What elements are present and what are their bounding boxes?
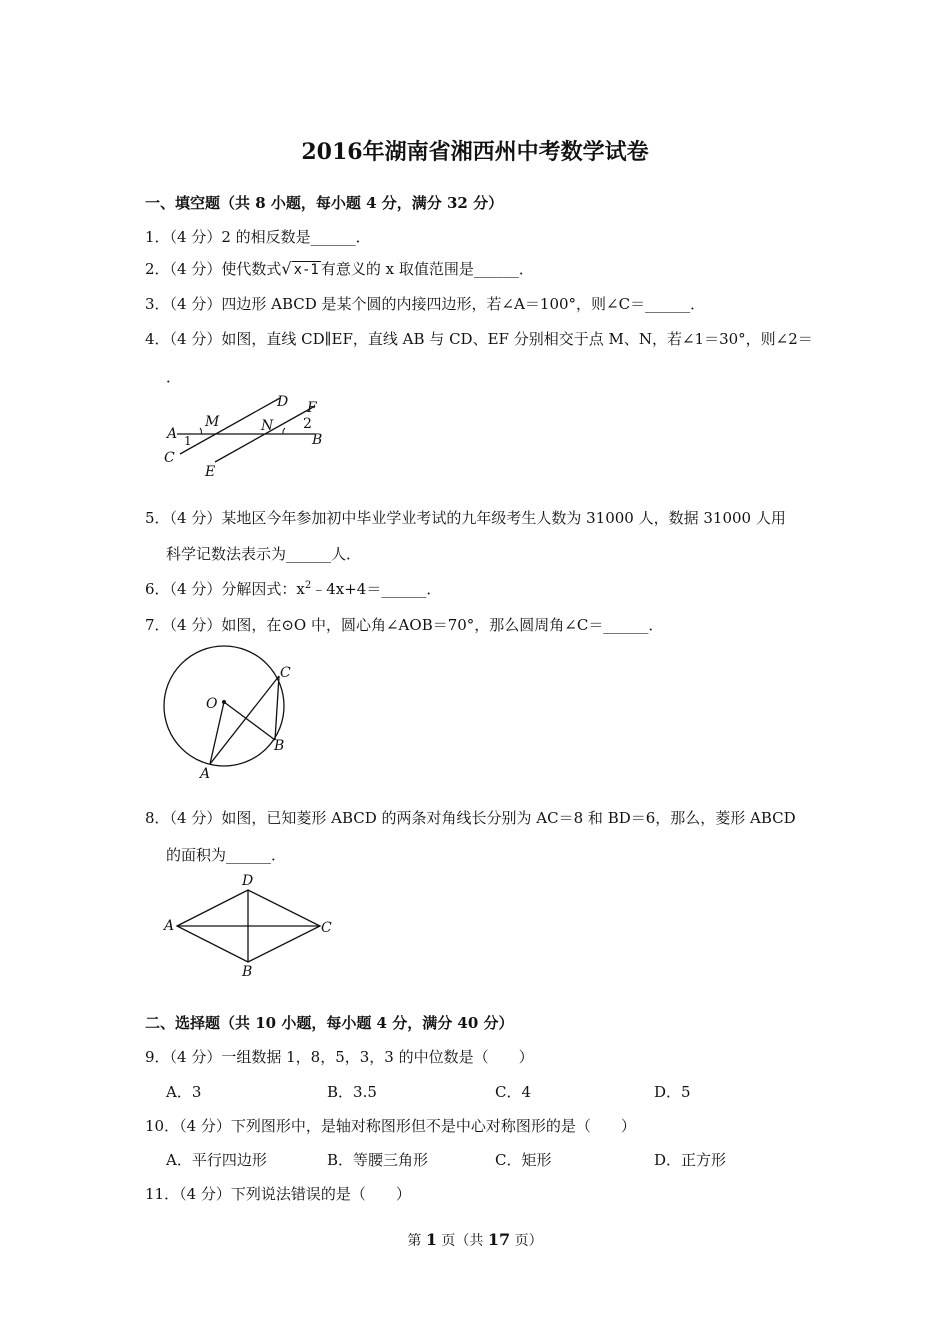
label-a: A <box>200 766 211 782</box>
label-a: A <box>167 426 178 442</box>
question-1: 1．（4 分）2 的相反数是______． <box>145 228 371 246</box>
label-2: 2 <box>303 416 312 432</box>
question-6 <box>145 578 441 599</box>
question-5-continued: 科学记数法表示为______人． <box>166 545 362 563</box>
question-9-option-c: C．4 <box>495 1083 532 1101</box>
sqrt-sign-icon: √ <box>281 259 292 278</box>
label-1: 1 <box>184 434 192 448</box>
question-2-text-a: 2．（4 分）使代数式 <box>145 260 282 278</box>
page-footer <box>0 1230 950 1250</box>
question-3: 3．（4 分）四边形 ABCD 是某个圆的内接四边形，若∠A＝100°，则∠C＝______． <box>145 295 706 313</box>
question-10-option-b: B．等腰三角形 <box>327 1151 429 1169</box>
question-8-continued: 的面积为______． <box>166 846 287 864</box>
question-2 <box>145 258 534 279</box>
label-b: B <box>274 738 285 754</box>
label-m: M <box>205 414 220 430</box>
question-6-text-a: 6．（4 分）分解因式：x <box>145 580 305 598</box>
question-6-exponent: 2 <box>304 580 312 591</box>
segment-ob <box>224 702 275 740</box>
label-c: C <box>280 665 291 681</box>
question-10-option-d: D．正方形 <box>654 1151 727 1169</box>
question-9-option-a: A．3 <box>166 1083 202 1101</box>
figure-q4-parallel-lines <box>155 388 335 480</box>
question-4: 4．（4 分）如图，直线 CD∥EF，直线 AB 与 CD、EF 分别相交于点 M、N，若∠1＝30°，则∠2＝ <box>145 330 813 348</box>
question-2-text-b: 有意义的 x 取值范围是______． <box>320 260 534 278</box>
label-c: C <box>164 450 175 466</box>
page-title: 2016年湖南省湘西州中考数学试卷 <box>301 139 649 165</box>
label-d: D <box>277 394 289 410</box>
label-f: F <box>307 400 317 416</box>
footer-prefix: 第 <box>407 1233 426 1249</box>
figure-q7-circle <box>150 640 310 788</box>
question-10: 10．（4 分）下列图形中，是轴对称图形但不是中心对称图形的是（ ） <box>145 1117 636 1135</box>
label-b: B <box>242 964 253 980</box>
question-5: 5．（4 分）某地区今年参加初中毕业学业考试的九年级考生人数为 31000 人，数据 31000 人用 <box>145 509 786 527</box>
question-9-option-b: B．3.5 <box>327 1083 377 1101</box>
question-11: 11．（4 分）下列说法错误的是（ ） <box>145 1185 411 1203</box>
label-e: E <box>205 464 216 480</box>
question-9-option-d: D．5 <box>654 1083 691 1101</box>
footer-page-number: 1 <box>425 1230 437 1249</box>
question-2-radicand: x-1 <box>293 262 319 278</box>
question-8: 8．（4 分）如图，已知菱形 ABCD 的两条对角线长分别为 AC＝8 和 BD＝6，那么，菱形 ABCD <box>145 809 796 827</box>
label-b: B <box>312 432 323 448</box>
question-6-text-b: ﹣4x+4＝______． <box>311 580 442 598</box>
question-10-option-c: C．矩形 <box>495 1151 552 1169</box>
circle-o <box>164 646 284 766</box>
label-a: A <box>164 918 175 934</box>
section-2-heading: 二、选择题（共 10 小题，每小题 4 分，满分 40 分） <box>145 1014 514 1032</box>
section-1-heading: 一、填空题（共 8 小题，每小题 4 分，满分 32 分） <box>145 194 504 212</box>
footer-total-pages: 17 <box>487 1230 511 1249</box>
label-o: O <box>206 696 218 712</box>
question-10-option-a: A．平行四边形 <box>166 1151 267 1169</box>
angle-2-arc <box>283 428 285 434</box>
label-c: C <box>321 920 332 936</box>
question-9: 9．（4 分）一组数据 1，8，5，3，3 的中位数是（ ） <box>145 1048 534 1066</box>
question-4-end: ． <box>166 368 182 386</box>
label-d: D <box>242 873 254 889</box>
figure-q8-rhombus <box>158 870 340 982</box>
label-n: N <box>261 418 274 434</box>
footer-suffix: 页） <box>510 1233 543 1249</box>
footer-middle: 页（共 <box>436 1233 488 1249</box>
angle-1-arc <box>200 428 201 434</box>
center-point <box>222 700 226 704</box>
question-7: 7．（4 分）如图，在⊙O 中，圆心角∠AOB＝70°，那么圆周角∠C＝______． <box>145 616 664 634</box>
